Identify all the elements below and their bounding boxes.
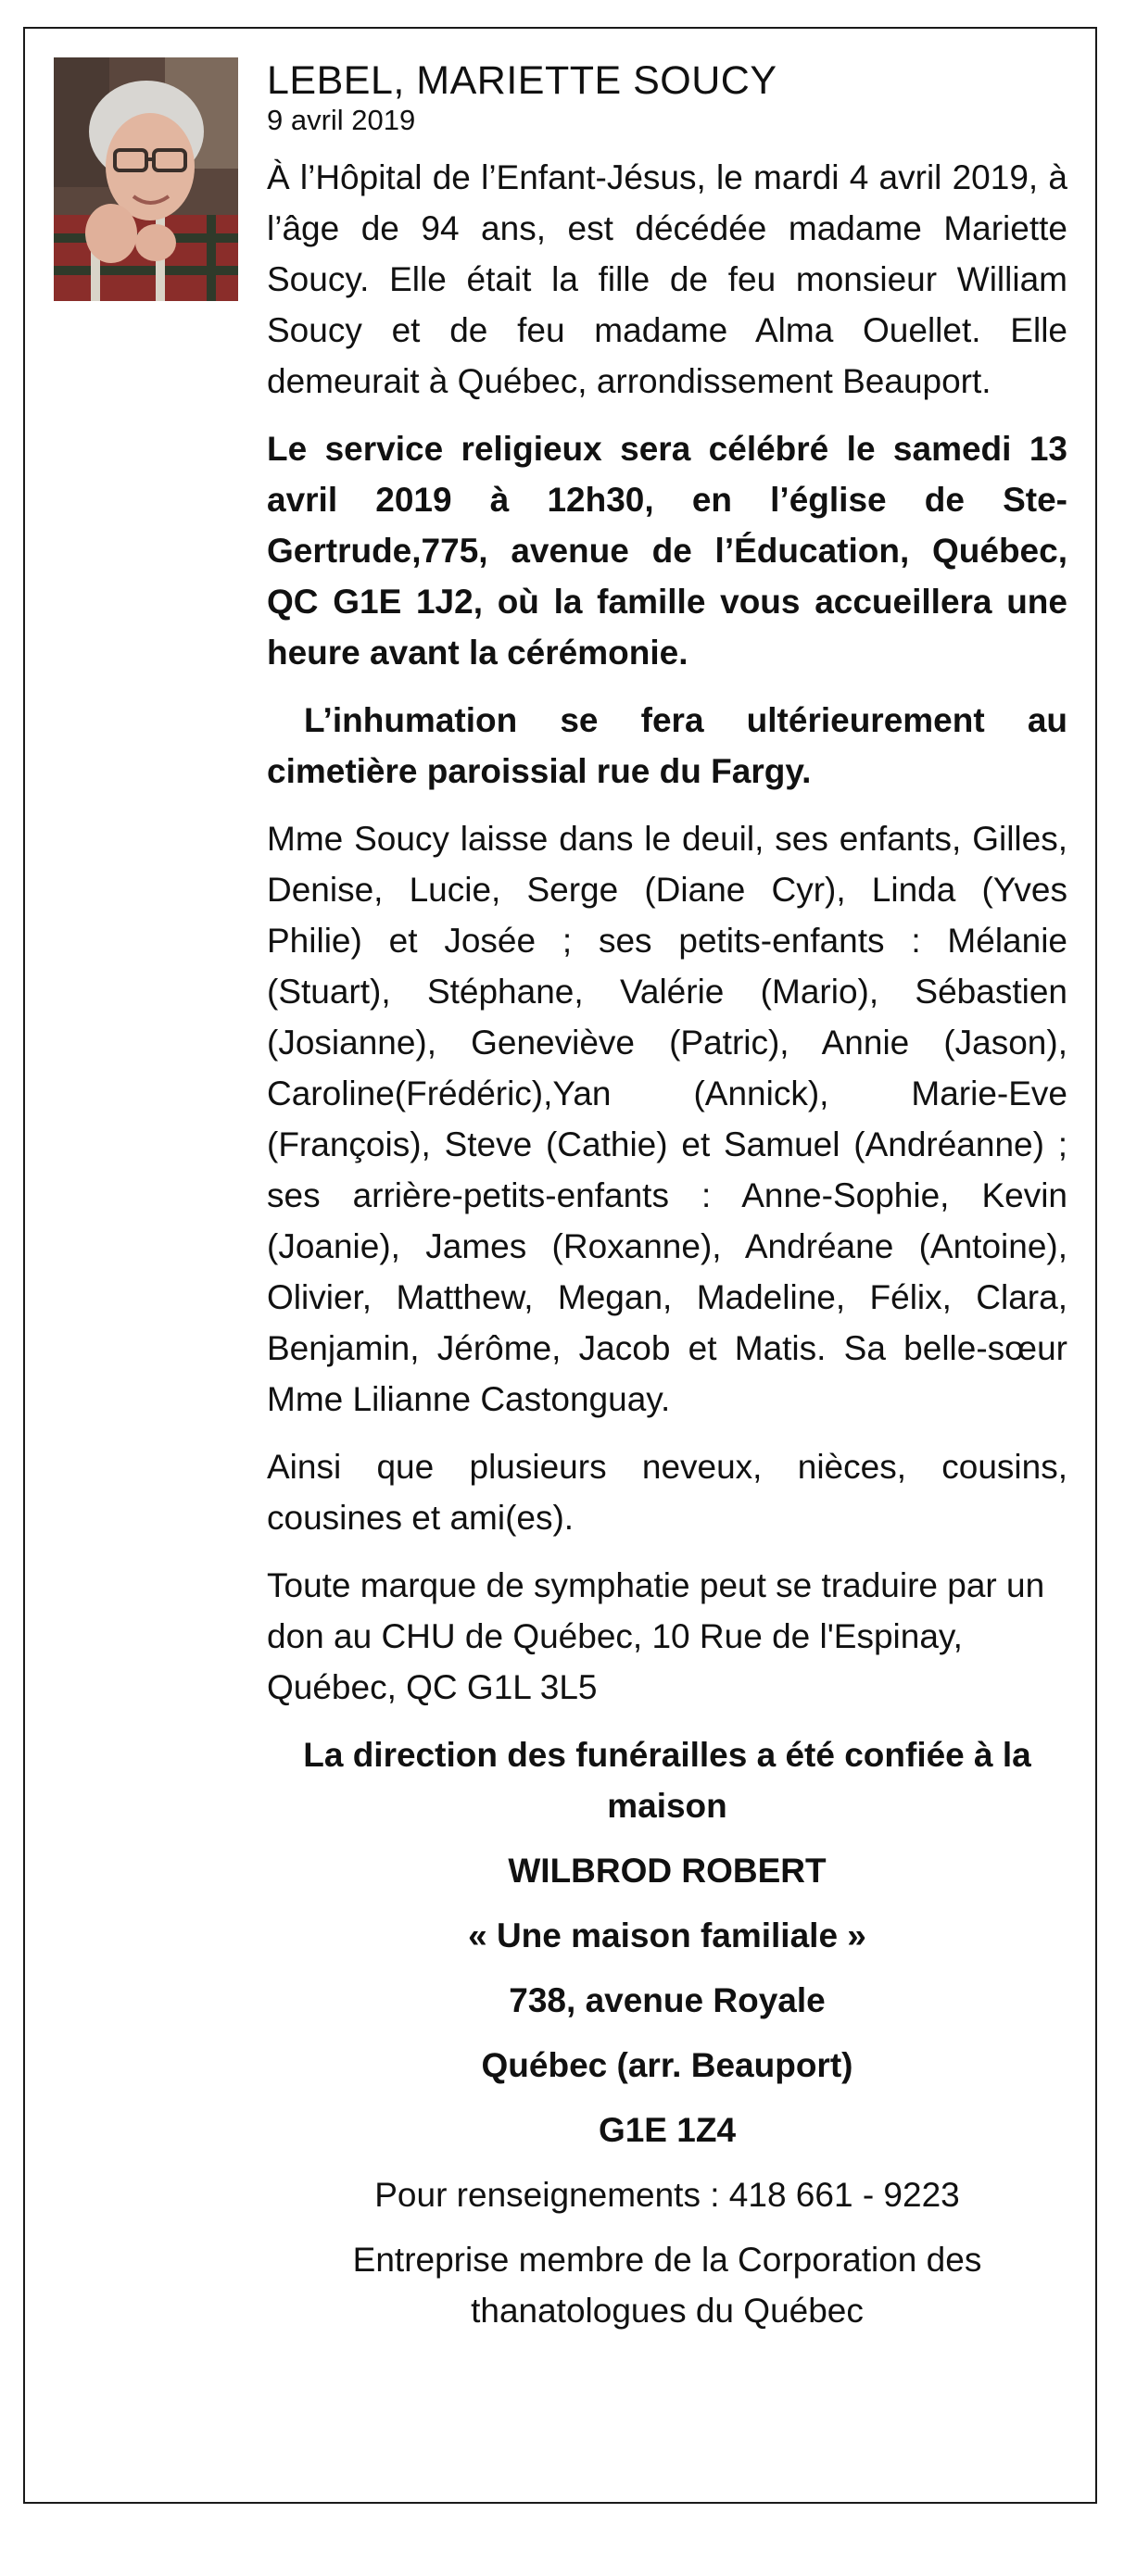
funeral-home-slogan: « Une maison familiale » bbox=[468, 1916, 866, 1954]
portrait-photo bbox=[54, 57, 238, 301]
donation-paragraph: Toute marque de symphatie peut se traduire par un don au CHU de Québec, 10 Rue de l'Espinay, Québec, QC G1L 3L5 bbox=[267, 1566, 1045, 1706]
funeral-home-postal-code: G1E 1Z4 bbox=[598, 2111, 737, 2149]
deceased-name: LEBEL, MARIETTE SOUCY bbox=[267, 58, 777, 103]
funeral-home-phone: Pour renseignements : 418 661 - 9223 bbox=[374, 2176, 960, 2214]
funeral-home-street: 738, avenue Royale bbox=[509, 1981, 826, 2019]
relatives-paragraph: Ainsi que plusieurs neveux, nièces, cousins, cousines et ami(es). bbox=[267, 1448, 1067, 1537]
religious-service-paragraph: Le service religieux sera célébré le samedi 13 avril 2019 à 12h30, en l’église de Ste-Gertrude,775, avenue de l’Éducation, Québec, QC G1E 1J2, où la famille vous accueillera une heure avant la cérémonie. bbox=[267, 430, 1067, 672]
membership-note: Entreprise membre de la Corporation des thanatologues du Québec bbox=[352, 2241, 982, 2330]
funeral-direction-intro: La direction des funérailles a été confiée à la maison bbox=[303, 1736, 1031, 1825]
death-announcement-paragraph: À l’Hôpital de l’Enfant-Jésus, le mardi 4 avril 2019, à l’âge de 94 ans, est décédée madame Mariette Soucy. Elle était la fille de feu monsieur William Soucy et de feu madame Alma Ouellet. Elle demeurait à Québec, arrondissement Beauport. bbox=[267, 158, 1067, 400]
obituary-content bbox=[267, 57, 1067, 2336]
publication-date: 9 avril 2019 bbox=[267, 104, 416, 136]
funeral-home-city: Québec (arr. Beauport) bbox=[481, 2046, 853, 2084]
funeral-home-name: WILBROD ROBERT bbox=[508, 1852, 827, 1890]
burial-paragraph: L’inhumation se fera ultérieurement au cimetière paroissial rue du Fargy. bbox=[267, 701, 1067, 790]
family-paragraph: Mme Soucy laisse dans le deuil, ses enfants, Gilles, Denise, Lucie, Serge (Diane Cyr), Linda (Yves Philie) et Josée ; ses petits-enfants : Mélanie (Stuart), Stéphane, Valérie (Mario), Sébastien (Josianne), Geneviève (Patric), Annie (Jason), Caroline(Frédéric),Yan (Annick), Marie-Eve (François), Steve (Cathie) et Samuel (Andréanne) ; ses arrière-petits-enfants : Anne-Sophie, Kevin (Joanie), James (Roxanne), Andréane (Antoine), Olivier, Matthew, Megan, Madeline, Félix, Clara, Benjamin, Jérôme, Jacob et Matis. Sa belle-sœur Mme Lilianne Castonguay. bbox=[267, 820, 1067, 1418]
